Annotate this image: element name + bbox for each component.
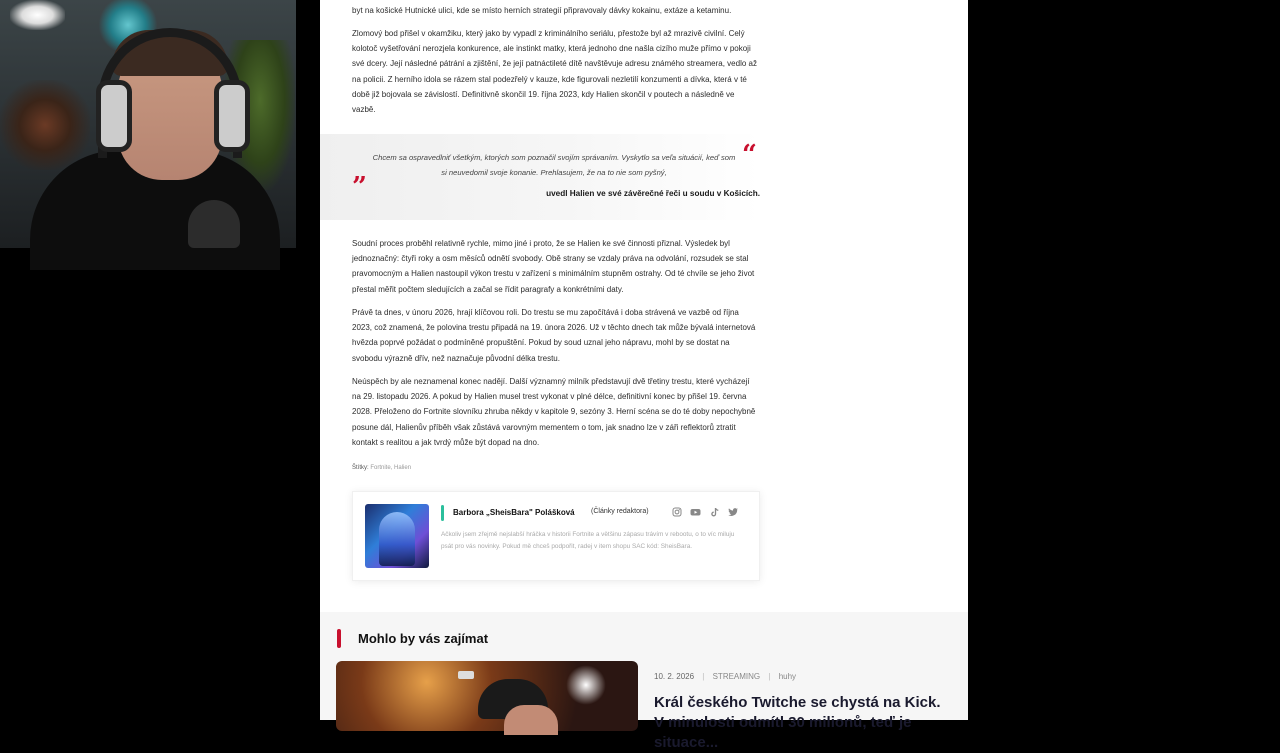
related-article-headline[interactable]: Král českého Twitche se chystá na Kick. V minulosti odmítl 30 milionů, teď je situace... [654, 694, 941, 751]
youtube-icon[interactable] [690, 507, 701, 518]
author-accent [441, 505, 444, 521]
quote-close-icon: ” [352, 172, 367, 202]
article-paragraph: byt na košické Hutnické ulici, kde se místo herních strategií připravovaly dávky kokainu, extáze a ketaminu. [352, 6, 732, 15]
article-paragraph: Zlomový bod přišel v okamžiku, který jako by vypadl z kriminálního seriálu, přestože byl až mrazivě civilní. Celý kolotoč vyšetřování nerozjela konkurence, ale instinkt matky, která jednoho dne našla cizího muže přímo v pokoji své dcery. Její následné pátrání a zjištění, že její patnáctileté dítě navštěvuje adresu známého streamera, vedlo až na policii. Z herního idola se rázem stal podezřelý v kauze, kde figurovali nezletilí konzumenti a dívka, která v té době již bojovala se závislostí. Definitivně skončil 19. října 2023, kdy Halien skončil v poutech a následně ve vazbě. [352, 29, 757, 115]
related-article-meta: 10. 2. 2026 | STREAMING | huhy [654, 672, 797, 681]
related-article-category[interactable]: STREAMING [712, 672, 761, 681]
author-bio: Ačkoliv jsem zřejmě nejslabší hráčka v historii Fortnite a většinu zápasu trávím v rebootu, o to víc miluju psát pro vás novinky. Pokud mě chceš podpořit, radej v item shopu SAC kód: SheisBara. [441, 531, 735, 550]
instagram-icon[interactable] [671, 507, 682, 518]
article-page [320, 0, 968, 751]
section-accent [337, 629, 341, 648]
article-paragraph: Právě ta dnes, v únoru 2026, hrají klíčovou roli. Do trestu se mu započítává i doba strávená ve vazbě od října 2023, což znamená, že polovina trestu připadá na 19. února 2026. Už v těchto dnech tak může bývalá internetová hvězda poprvé požádat o podmíněné propuštění. Pokud by soud uznal jeho nápravu, mohl by se dostat na svobodu výrazně dřív, než naznačuje původní délka trestu. [352, 308, 756, 363]
twitter-icon[interactable] [728, 507, 739, 518]
related-article-thumbnail[interactable] [336, 661, 638, 731]
quote-text: Chcem sa ospravedlniť všetkým, ktorých som poznačil svojím správaním. Vyskytlo sa veľa situácií, keď som si neuvedomil svoje konanie. Prehlasujem, že na to nie som pyšný, [372, 153, 736, 177]
author-avatar[interactable] [365, 504, 429, 568]
article-paragraph: Neúspěch by ale neznamenal konec nadějí. Další významný milník představují dvě třetiny trestu, které vycházejí na 29. listopadu 2026. A pokud by Halien musel trest vykonat v plné délce, definitivní konec by přišel 19. června 2028. Přeloženo do Fortnite slovníku zhruba někdy v kapitole 9, sezóny 3. Herní scéna se do té doby nepochybně posune dál, Halienův příběh však zůstává varovným mementem o tom, jak snadno lze v záři reflektorů ztratit kontakt s realitou a jak tvrdý může být dopad na dno. [352, 377, 756, 447]
webcam-overlay [0, 0, 296, 248]
quote-source: uvedl Halien ve své závěrečné řeči u soudu v Košicích. [546, 189, 760, 198]
tags-label: Štítky: [352, 465, 369, 471]
article-tags [352, 465, 411, 471]
blockquote [320, 134, 760, 220]
tiktok-icon[interactable] [709, 507, 720, 518]
author-socials [671, 507, 739, 518]
quote-open-icon: “ [742, 140, 757, 170]
article-paragraph: Soudní proces proběhl relativně rychle, mimo jiné i proto, že se Halien ke své činnosti přiznal. Výsledek byl jednoznačný: čtyři roky a osm měsíců odnětí svobody. Obě strany se vzdaly práva na odvolání, rozsudek se stal pravomocným a Halien nastoupil výkon trestu v zařízení s minimálním stupněm ostrahy. Od té chvíle se jeho život přestal měřit počtem sledujících a začal se řídit paragrafy a konkrétními daty. [352, 239, 755, 294]
author-name[interactable]: Barbora „SheisBara" Polášková [453, 508, 575, 517]
tag-link[interactable]: Fortnite, Halien [370, 465, 412, 471]
related-article-tag[interactable]: huhy [778, 672, 797, 681]
related-section [320, 612, 968, 751]
author-articles-link[interactable]: (Články redaktora) [591, 508, 649, 515]
author-box [352, 491, 760, 581]
related-title: Mohlo by vás zajímat [358, 631, 489, 646]
related-article-date: 10. 2. 2026 [654, 672, 695, 681]
